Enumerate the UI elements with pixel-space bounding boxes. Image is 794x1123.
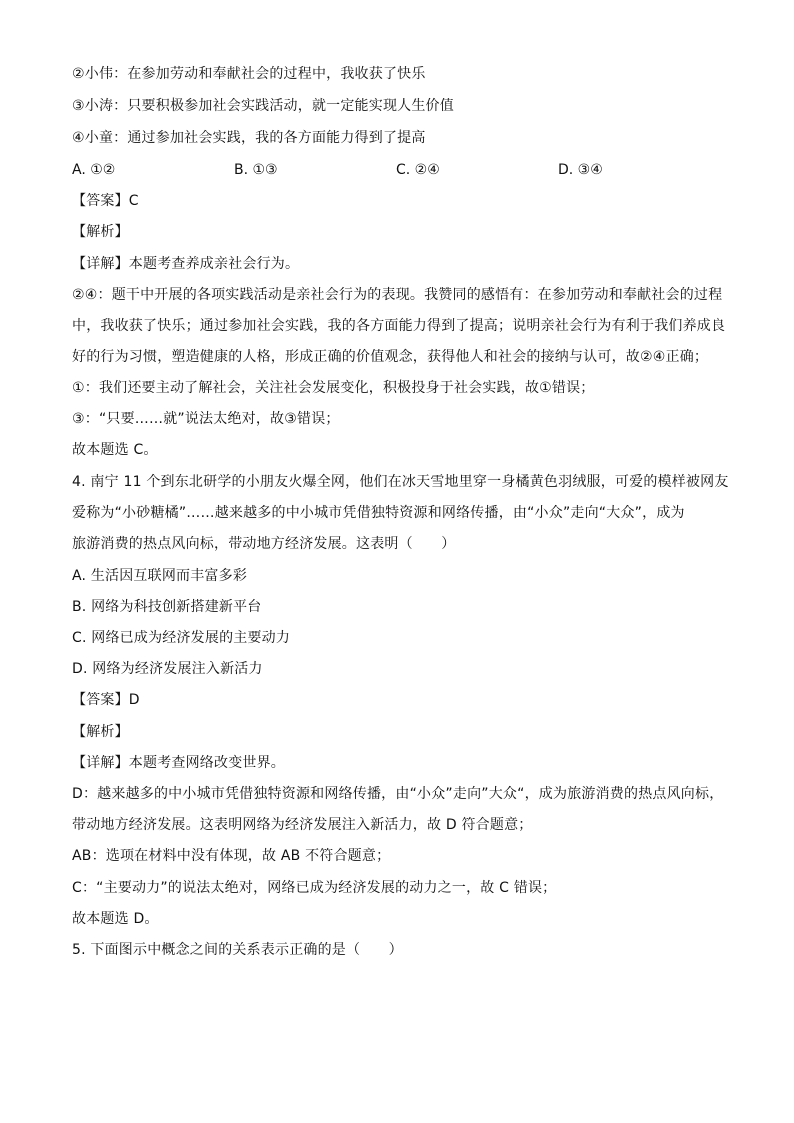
q4-analysis-label: 【解析】 <box>72 724 129 740</box>
q3-option-d: D. ③④ <box>558 162 603 178</box>
q3-detail-line: 【详解】本题考查养成亲社会行为。 <box>72 256 300 272</box>
q4-stem-line: 爱称为“小砂糖橘”……越来越多的中小城市凭借独特资源和网络传播，由“小众”走向“大众”，成为 <box>72 505 685 521</box>
q3-detail-line: 好的行为习惯，塑造健康的人格，形成正确的价值观念，获得他人和社会的接纳与认可，故②④正确； <box>72 349 709 365</box>
q4-option-b: B. 网络为科技创新搭建新平台 <box>72 599 262 615</box>
q4-stem-line: 4. 南宁 11 个到东北研学的小朋友火爆全网，他们在冰天雪地里穿一身橘黄色羽绒服，可爱的模样被网友 <box>72 474 729 490</box>
q3-statement-3: ③小涛：只要积极参加社会实践活动，就一定能实现人生价值 <box>72 98 454 114</box>
q3-option-a: A. ①② <box>72 162 116 178</box>
q3-detail-line: 中，我收获了快乐；通过参加社会实践，我的各方面能力得到了提高；说明亲社会行为有利于我们养成良 <box>72 318 726 334</box>
q5-stem: 5. 下面图示中概念之间的关系表示正确的是（ ） <box>72 942 403 958</box>
q4-option-d: D. 网络为经济发展注入新活力 <box>72 661 263 677</box>
q4-detail-line: C：“主要动力”的说法太绝对，网络已成为经济发展的动力之一，故 C 错误； <box>72 880 557 896</box>
q3-statement-4: ④小童：通过参加社会实践，我的各方面能力得到了提高 <box>72 130 426 146</box>
q4-detail-line: D：越来越多的中小城市凭借独特资源和网络传播，由“小众”走向”大众“，成为旅游消费的热点风向标， <box>72 786 724 802</box>
q4-option-c: C. 网络已成为经济发展的主要动力 <box>72 630 291 646</box>
q4-detail-line: 带动地方经济发展。这表明网络为经济发展注入新活力，故 D 符合题意； <box>72 817 533 833</box>
q3-analysis-label: 【解析】 <box>72 224 129 240</box>
q3-detail-line: 故本题选 C。 <box>72 442 158 458</box>
q3-answer: 【答案】C <box>72 193 139 209</box>
q4-detail-line: 【详解】本题考查网络改变世界。 <box>72 755 285 771</box>
q3-statement-2: ②小伟：在参加劳动和奉献社会的过程中，我收获了快乐 <box>72 66 426 82</box>
q3-option-b: B. ①③ <box>234 162 278 178</box>
q3-detail-line: ②④：题干中开展的各项实践活动是亲社会行为的表现。我赞同的感悟有：在参加劳动和奉献社会的过程 <box>72 287 723 303</box>
q3-detail-line: ①：我们还要主动了解社会，关注社会发展变化，积极投身于社会实践，故①错误； <box>72 380 595 396</box>
q4-detail-line: AB：选项在材料中没有体现，故 AB 不符合题意； <box>72 848 391 864</box>
q3-option-c: C. ②④ <box>396 162 440 178</box>
q4-detail-line: 故本题选 D。 <box>72 911 159 927</box>
q4-stem-line: 旅游消费的热点风向标，带动地方经济发展。这表明（ ） <box>72 536 456 552</box>
q4-answer: 【答案】D <box>72 692 140 708</box>
q4-option-a: A. 生活因互联网而丰富多彩 <box>72 568 248 584</box>
q3-detail-line: ③：“只要……就”说法太绝对，故③错误； <box>72 411 340 427</box>
